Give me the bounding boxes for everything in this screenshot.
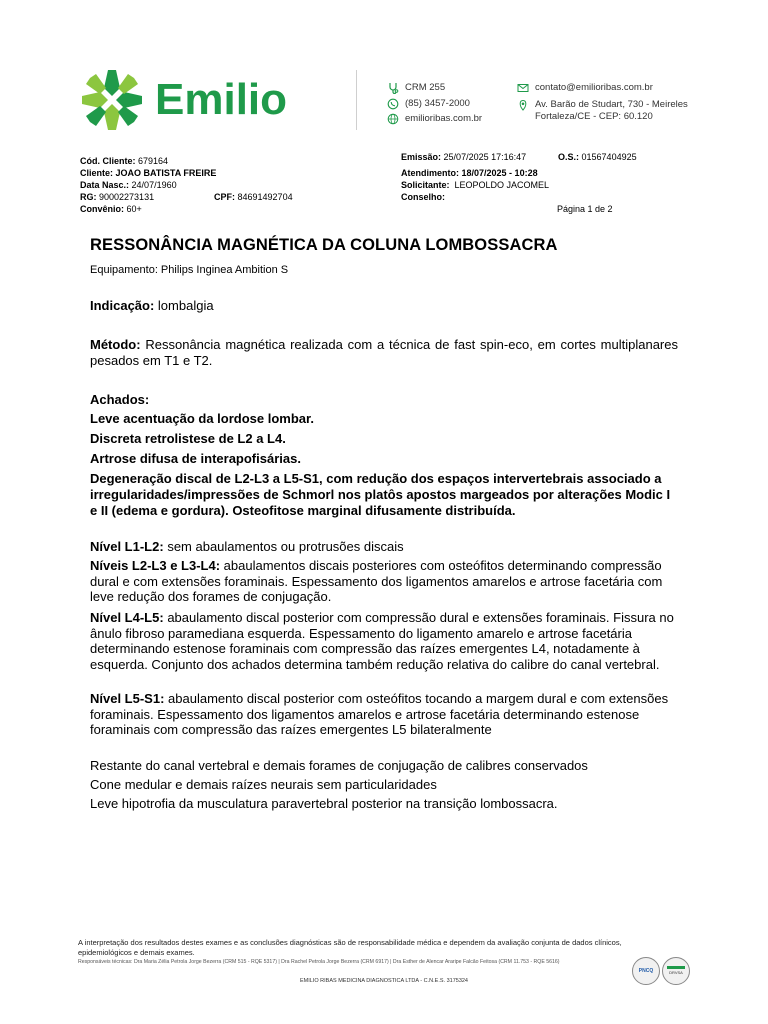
nasc-value: 24/07/1960 (131, 180, 177, 190)
patient-rg (80, 192, 154, 204)
patient-cod (80, 156, 168, 168)
closing-3: Leve hipotrofia da musculatura paravertebral posterior na transição lombossacra. (90, 796, 558, 811)
address-contact (517, 99, 688, 111)
address-line1: Av. Barão de Studart, 730 - Meireles (535, 99, 688, 110)
site-contact (387, 113, 482, 125)
cliente-value: JOAO BATISTA FREIRE (115, 168, 217, 178)
closing-1: Restante do canal vertebral e demais forames de conjugação de calibres conservados (90, 758, 588, 773)
atendimento-label: Atendimento: (401, 168, 459, 178)
emissao-value: 25/07/2025 17:16:47 (443, 152, 527, 162)
site-text[interactable]: emilioribas.com.br (405, 113, 483, 124)
level-text: abaulamentos discais posteriores com osteófitos determinando compressão dural e com extensões foraminais. Espessamento dos ligamentos amarelos e artrose facetária com leve redução dos forames de conjugação. (90, 558, 663, 604)
seal-stripe (667, 966, 685, 969)
level-label: Nível L4-L5: (90, 610, 164, 625)
patient-convenio (80, 204, 142, 216)
report-title: RESSONÂNCIA MAGNÉTICA DA COLUNA LOMBOSSACRA (90, 236, 558, 254)
exam-emissao (401, 152, 526, 164)
header-divider (356, 70, 357, 130)
cod-value: 679164 (138, 156, 169, 166)
solicitante-label: Solicitante: (401, 180, 450, 190)
page-number: Página 1 de 2 (557, 204, 613, 214)
indicacao-value: lombalgia (157, 298, 214, 313)
achados-label: Achados: (90, 392, 150, 407)
whatsapp-icon (387, 98, 399, 110)
finding-4: Degeneração discal de L2-L3 a L5-S1, com redução dos espaços intervertebrais associado a irregularidades/impressões de Schmorl nos platôs apostos margeados por alterações Modic I e II (edema e gordura). Osteofitose marginal difusamente distribuída. (90, 471, 671, 518)
phone-text: (85) 3457-2000 (405, 98, 470, 109)
seal1-label: PNCQ (638, 968, 654, 974)
level-text: sem abaulamentos ou protrusões discais (167, 539, 404, 554)
finding-1: Leve acentuação da lordose lombar. (90, 411, 314, 426)
indicacao-section (90, 298, 678, 314)
location-pin-icon (517, 99, 529, 111)
os-label: O.S.: (558, 152, 580, 162)
os-value: 01567404925 (581, 152, 637, 162)
nasc-label: Data Nasc.: (80, 180, 130, 190)
solicitante-value: LEOPOLDO JACOMEL (454, 180, 550, 190)
level-l1-l2 (90, 539, 678, 555)
patient-cpf (214, 192, 293, 204)
level-label: Níveis L2-L3 e L3-L4: (90, 558, 221, 573)
exam-atendimento (401, 168, 538, 180)
emissao-label: Emissão: (401, 152, 442, 162)
convenio-value: 60+ (126, 204, 142, 214)
email-contact (517, 82, 653, 94)
metodo-label: Método: (90, 337, 141, 352)
patient-birth (80, 180, 177, 192)
level-text: abaulamento discal posterior com osteófitos tocando a margem dural e com extensões foraminais. Espessamento dos ligamentos amarelos e artrose facetária determinando estenose foraminais com compressão das raízes emergentes L5 bilateralmente (90, 691, 669, 737)
footer-disclaimer: A interpretação dos resultados destes exames e as conclusões diagnósticas são de responsabilidade médica e dependem da avaliação conjunta de dados clínicos, epidemiológicos e demais exames. (78, 938, 622, 957)
conselho-label: Conselho: (401, 192, 445, 202)
address-line2: Fortaleza/CE - CEP: 60.120 (535, 111, 653, 122)
cod-label: Cód. Cliente: (80, 156, 136, 166)
metodo-section (90, 337, 678, 368)
level-label: Nível L1-L2: (90, 539, 164, 554)
phone-contact (387, 98, 470, 110)
closing-2: Cone medular e demais raízes neurais sem particularidades (90, 777, 437, 792)
footer-company: EMILIO RIBAS MEDICINA DIAGNOSTICA LTDA - C.N.E.S. 3175324 (299, 978, 468, 984)
seal2-label: DRVSA (669, 970, 683, 975)
convenio-label: Convênio: (80, 204, 124, 214)
metodo-value: Ressonância magnética realizada com a técnica de fast spin-eco, em cortes multiplanares pesados em T1 e T2. (90, 337, 678, 368)
level-text: abaulamento discal posterior com compressão dural e extensões foraminais. Fissura no ânulo fibroso paramediana esquerda. Espessamento do ligamento amarelo e artrose facetária determinando estenose foraminais com compressão das raízes emergentes L4, notadamente à esquerda. Conjunto dos achados determina também redução relativa do calibre do canal vertebral. (90, 610, 674, 672)
exam-solicitante (401, 180, 549, 192)
crm-text: CRM 255 (405, 82, 446, 93)
cpf-value: 84691492704 (237, 192, 293, 202)
atendimento-value: 18/07/2025 - 10:28 (461, 168, 538, 178)
email-text[interactable]: contato@emilioribas.com.br (535, 82, 653, 93)
rg-label: RG: (80, 192, 97, 202)
rg-value: 90002273131 (99, 192, 155, 202)
crm-icon (387, 82, 399, 94)
brand-name: Emilio (155, 75, 288, 124)
brand-logo-icon (80, 68, 144, 132)
level-l5-s1 (90, 691, 678, 738)
finding-2: Discreta retrolistese de L2 a L4. (90, 431, 286, 446)
mail-icon (517, 82, 529, 94)
exam-os (558, 152, 637, 164)
finding-3: Artrose difusa de interapofisárias. (90, 451, 301, 466)
equipment-line: Equipamento: Philips Inginea Ambition S (90, 264, 289, 276)
cliente-label: Cliente: (80, 168, 114, 178)
indicacao-label: Indicação: (90, 298, 155, 313)
level-l2-l4 (90, 558, 678, 605)
exam-conselho (401, 192, 445, 204)
footer-responsaveis: Responsáveis técnicas: Dra Maria Zélia Petrola Jorge Bezerra (CRM 515 - RQE 5317) | Dra Rachel Petrola Jorge Bezerra (CRM 6917) | Dra Esther de Alencar Araripe Falcão Feitosa (CRM 11.753 - RQE 5616) (78, 959, 560, 965)
level-label: Nível L5-S1: (90, 691, 165, 706)
cpf-label: CPF: (214, 192, 235, 202)
crm-contact (387, 82, 445, 94)
patient-name (80, 168, 216, 180)
globe-icon (387, 113, 399, 125)
level-l4-l5 (90, 610, 678, 672)
